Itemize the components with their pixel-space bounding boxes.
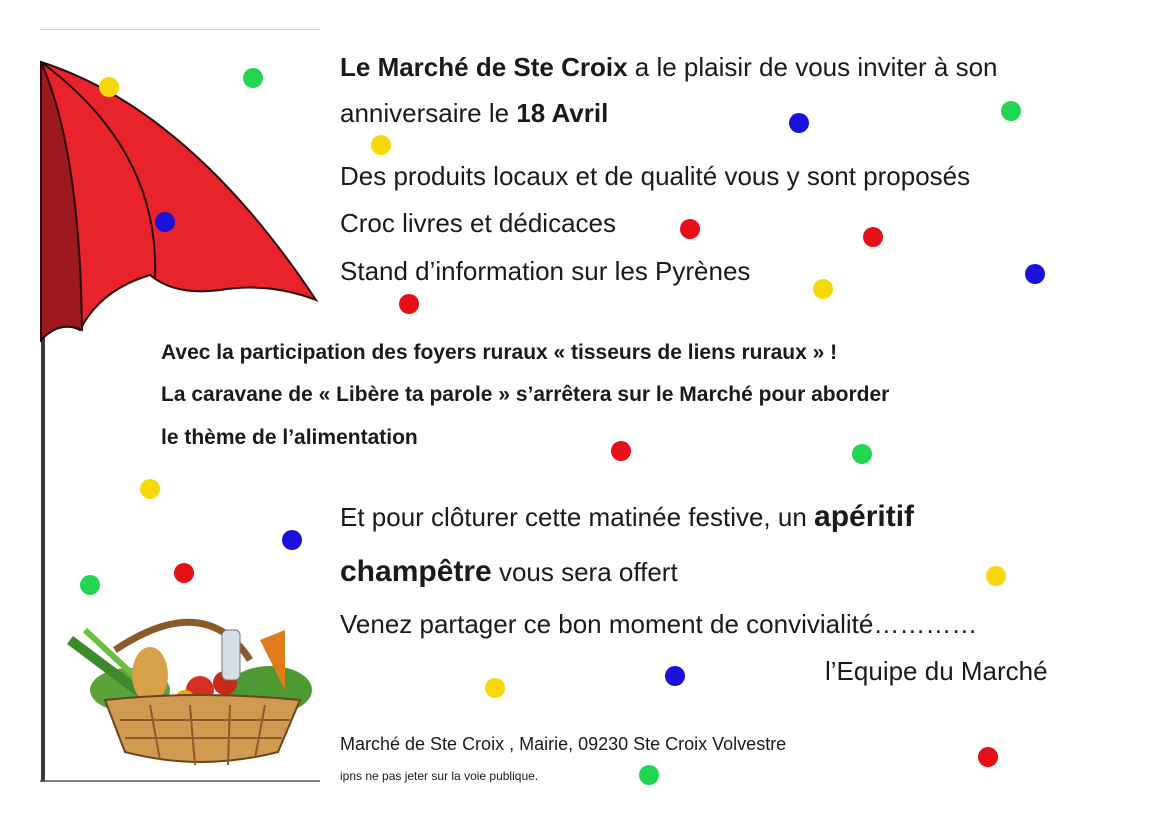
confetti-dot (680, 219, 700, 239)
confetti-dot (789, 113, 809, 133)
confetti-dot (80, 575, 100, 595)
confetti-dot (813, 279, 833, 299)
confetti-dot (140, 479, 160, 499)
confetti-dot (639, 765, 659, 785)
vegetable-basket (70, 622, 312, 765)
aperitif-highlight: apéritif (814, 500, 915, 533)
closing-line-2 (340, 555, 678, 589)
participation-line-1: Avec la participation des foyers ruraux « tisseurs de liens ruraux » ! (161, 341, 838, 364)
participation-line-3: le thème de l’alimentation (161, 426, 418, 449)
confetti-dot (978, 747, 998, 767)
feature-line-products: Des produits locaux et de qualité vous y sont proposés (340, 161, 971, 191)
confetti-dot (852, 444, 872, 464)
confetti-dot (371, 135, 391, 155)
closing-text-2: vous sera offert (491, 557, 678, 587)
confetti-dot (243, 68, 263, 88)
signature: l’Equipe du Marché (825, 656, 1048, 686)
confetti-dot (485, 678, 505, 698)
intro-line-1 (340, 52, 998, 83)
footer-address: Marché de Ste Croix , Mairie, 09230 Ste Croix Volvestre (340, 734, 787, 754)
anniversary-text: anniversaire le (340, 98, 517, 128)
feature-line-info-stand: Stand d’information sur les Pyrènes (340, 256, 751, 286)
event-date: 18 Avril (516, 98, 609, 128)
intro-line-2 (340, 98, 608, 129)
participation-line-2: La caravane de « Libère ta parole » s’arrêtera sur le Marché pour aborder (161, 383, 890, 406)
confetti-dot (611, 441, 631, 461)
confetti-dot (1001, 101, 1021, 121)
feature-line-books: Croc livres et dédicaces (340, 208, 616, 238)
footer-note: ipns ne pas jeter sur la voie publique. (340, 769, 539, 783)
confetti-dot (399, 294, 419, 314)
champetre-highlight: champêtre (340, 555, 492, 588)
market-name: Le Marché de Ste Croix (340, 52, 628, 82)
confetti-dot (1025, 264, 1045, 284)
closing-line-3: Venez partager ce bon moment de convivialité………… (340, 609, 978, 639)
umbrella-pole (41, 300, 45, 782)
invite-text: a le plaisir de vous inviter à son (627, 52, 998, 82)
confetti-dot (155, 212, 175, 232)
confetti-dot (863, 227, 883, 247)
umbrella-illustration (0, 0, 330, 826)
confetti-dot (665, 666, 685, 686)
confetti-dot (282, 530, 302, 550)
confetti-dot (99, 77, 119, 97)
confetti-dot (174, 563, 194, 583)
closing-text-1: Et pour clôturer cette matinée festive, un (340, 502, 815, 532)
closing-line-1 (340, 500, 914, 534)
confetti-dot (986, 566, 1006, 586)
